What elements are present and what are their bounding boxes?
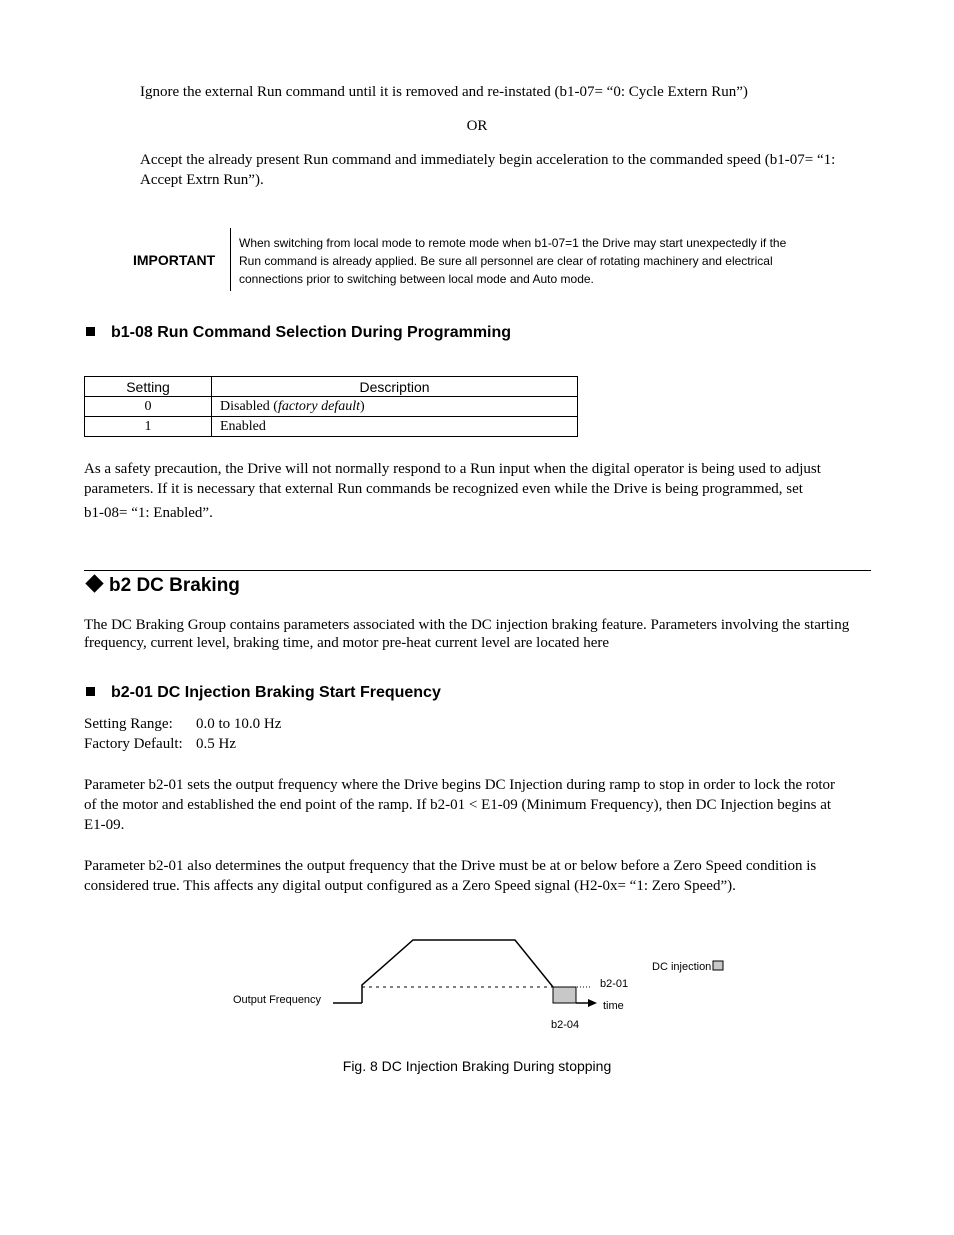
heading-b2-01-text: b2-01 DC Injection Braking Start Frequency [111,684,441,701]
setting-range-value: 0.0 to 10.0 Hz [196,716,282,732]
desc-emphasis: factory default [277,398,360,414]
factory-default-label: Factory Default: [84,736,183,752]
desc-end: ) [359,398,365,414]
frequency-profile [362,940,553,1003]
time-label: time [603,1000,624,1012]
b2-01-para1-line-1: Parameter b2-01 sets the output frequency where the Drive begins DC Injection during ramp to stop in order to lock the rotor [84,777,836,793]
important-line-2: Run command is already applied. Be sure all personnel are clear of rotating machinery and electrical [239,254,773,268]
table-header-description: Description [212,377,578,397]
b2-01-para2-line-1: Parameter b2-01 also determines the output frequency that the Drive must be at or below before a Zero Speed condition is [84,858,817,874]
b2-intro-line-2: frequency, current level, braking time, and motor pre-heat current level are located here [84,635,610,651]
or-text: OR [466,118,488,134]
table-cell-setting: 0 [85,397,212,417]
dc-injection-legend-swatch [713,961,723,970]
b2-01-para1-line-3: E1-09. [84,817,125,833]
figure-caption: Fig. 8 DC Injection Braking During stopping [342,1058,612,1074]
important-label: IMPORTANT [133,252,216,268]
b1-08-para-line-2: parameters. If it is necessary that external Run commands be recognized even while the Drive is being programmed, set [84,481,803,497]
b2-01-label: b2-01 [600,978,629,990]
b2-04-label: b2-04 [551,1019,580,1031]
table-cell-description: Enabled [212,417,578,437]
dc-injection-legend-label: DC injection [652,961,712,973]
important-line-3: connections prior to switching between local mode and Auto mode. [239,272,594,286]
table-cell-setting: 1 [85,417,212,437]
time-arrow-icon [588,999,597,1007]
important-line-1: When switching from local mode to remote mode when b1-07=1 the Drive may start unexpectedly if the [239,236,787,250]
option-cycle-extern: Ignore the external Run command until it is removed and re-instated (b1-07= “0: Cycle Extern Run”) [140,84,748,100]
option-accept-line-2: Accept Extrn Run”). [140,172,264,188]
heading-b1-08-text: b1-08 Run Command Selection During Programming [111,324,512,341]
table-header-setting: Setting [85,377,212,397]
b2-intro-line-1: The DC Braking Group contains parameters associated with the DC injection braking feature. Parameters involving the starting [84,617,850,633]
b1-08-para-line-1: As a safety precaution, the Drive will not normally respond to a Run input when the digital operator is being used to adjust [84,461,821,477]
b1-08-para-line-3: b1-08= “1: Enabled”. [84,505,213,521]
b2-01-para2-line-2: considered true. This affects any digital output configured as a Zero Speed signal (H2-0x= “1: Zero Speed”). [84,878,736,894]
factory-default-value: 0.5 Hz [196,736,236,752]
desc-text: Disabled ( [220,398,278,414]
option-accept-line-1: Accept the already present Run command and immediately begin acceleration to the commanded speed (b1-07= “1: [140,152,836,168]
b2-01-para1-line-2: of the motor and established the end point of the ramp. If b2-01 < E1-09 (Minimum Frequency), then DC Injection begins at [84,797,832,813]
dc-injection-region [553,987,576,1003]
output-frequency-label: Output Frequency [233,994,322,1006]
heading-b2-text: b2 DC Braking [109,575,240,596]
setting-range-label: Setting Range: [84,716,173,732]
